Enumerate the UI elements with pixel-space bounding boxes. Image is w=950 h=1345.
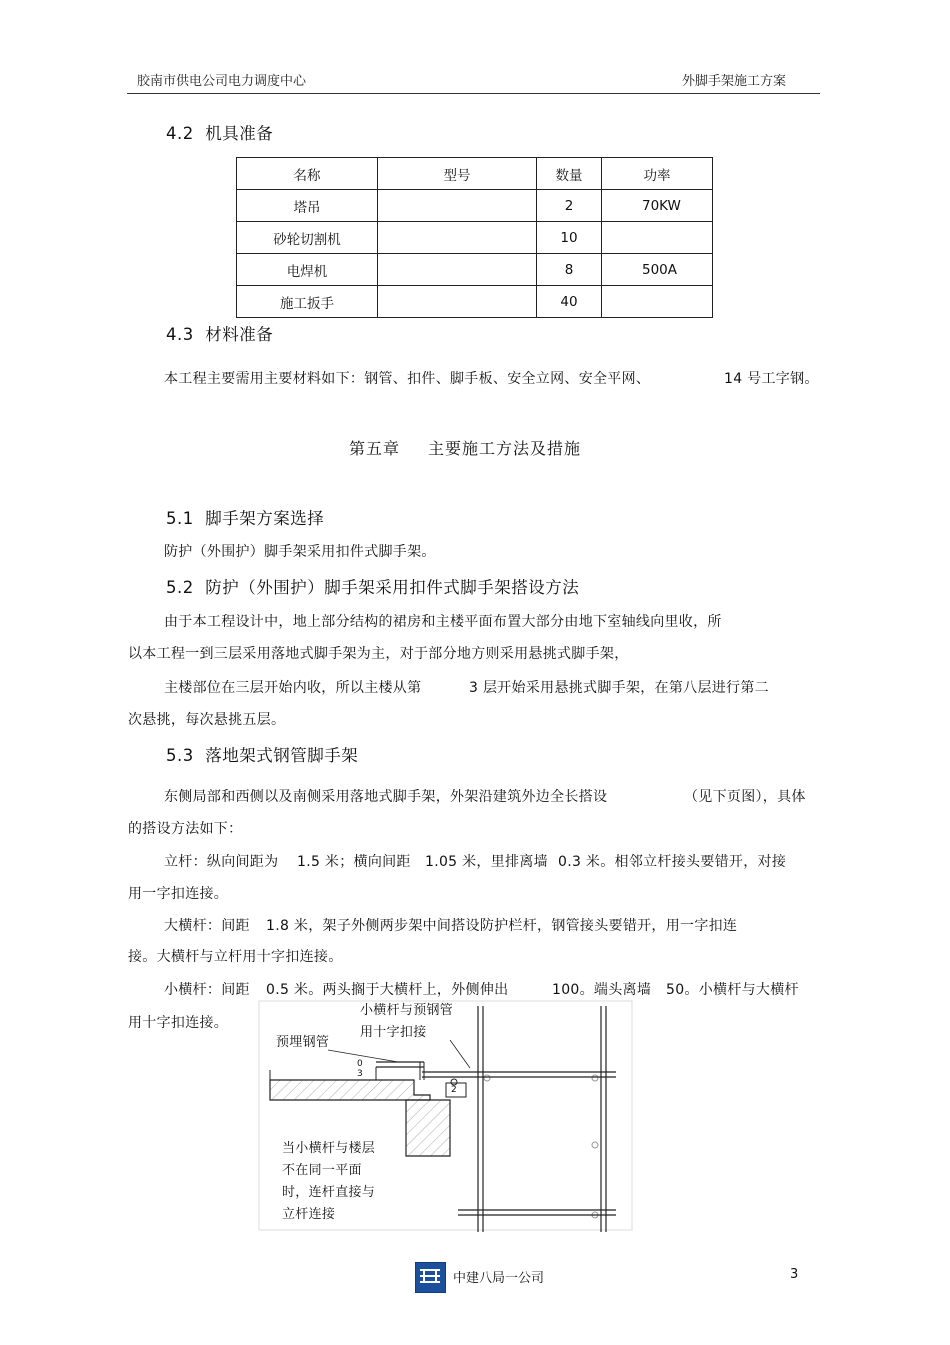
paragraph-line: 小横杆：间距 (164, 982, 250, 998)
table-header-row (237, 158, 713, 190)
section-number: 4.3 (166, 325, 194, 344)
table-cell: 砂轮切割机 (237, 222, 378, 254)
chapter-number: 第五章 (349, 439, 401, 458)
page-number: 3 (790, 1267, 799, 1282)
table-cell: 500A (602, 254, 713, 286)
section-title: 机具准备 (205, 124, 274, 143)
table-cell (378, 286, 537, 318)
label-embedded-pipe: 预埋钢管 (276, 1035, 330, 1050)
scaffold-detail-diagram (258, 1000, 634, 1232)
paragraph-line: 100。端头离墙 (552, 982, 652, 998)
table-cell (602, 222, 713, 254)
table-cell: 施工扳手 (237, 286, 378, 318)
dimension-label: 2 (451, 1085, 457, 1095)
company-logo-icon (415, 1262, 446, 1293)
table-header-cell: 数量 (537, 158, 602, 190)
table-cell (378, 222, 537, 254)
paragraph-line: 用一字扣连接。 (128, 886, 229, 902)
section-5-1-heading (166, 505, 324, 529)
table-cell: 2 (537, 190, 602, 222)
dimension-label: 3 (357, 1069, 363, 1079)
table-cell: 塔吊 (237, 190, 378, 222)
paragraph-line: 以本工程一到三层采用落地式脚手架为主，对于部分地方则采用悬挑式脚手架， (128, 646, 629, 662)
table-cell (378, 190, 537, 222)
paragraph: 防护（外围护）脚手架采用扣件式脚手架。 (164, 544, 436, 560)
paragraph-line: （见下页图），具体 (684, 789, 806, 805)
table-cell: 电焊机 (237, 254, 378, 286)
table-cell (378, 254, 537, 286)
paragraph-line: 大横杆：间距 (164, 918, 250, 934)
table-cell: 10 (537, 222, 602, 254)
paragraph-line: 用十字扣连接。 (128, 1015, 229, 1031)
floor-slab (270, 1080, 430, 1100)
section-number: 5.2 (166, 578, 194, 597)
paragraph-line: 接。大横杆与立杆用十字扣连接。 (128, 949, 343, 965)
paragraph-line: 0.3 米。相邻立杆接头要错开，对接 (558, 854, 787, 870)
section-title: 脚手架方案选择 (205, 509, 325, 528)
section-5-3-heading (166, 742, 358, 766)
chapter-title: 主要施工方法及措施 (428, 439, 582, 458)
table-header-cell: 功率 (602, 158, 713, 190)
paragraph-line: 0.5 米。两头搁于大横杆上，外侧伸出 (266, 982, 509, 998)
paragraph-line: 东侧局部和西侧以及南侧采用落地式脚手架，外架沿建筑外边全长搭设 (164, 789, 608, 805)
header-left: 胶南市供电公司电力调度中心 (137, 74, 307, 89)
table-cell (602, 286, 713, 318)
section-title: 落地架式钢管脚手架 (205, 746, 359, 765)
section-number: 5.1 (166, 509, 194, 528)
paragraph-line: 3 层开始采用悬挑式脚手架，在第八层进行第二 (469, 680, 769, 696)
footer-company: 中建八局一公司 (453, 1271, 545, 1286)
section-4-2-heading (166, 120, 273, 144)
materials-text-tail: 14 号工字钢。 (724, 371, 819, 387)
section-number: 4.2 (166, 124, 194, 143)
paragraph-line: 的搭设方法如下： (128, 821, 243, 837)
paragraph-line: 立杆：纵向间距为 (164, 854, 279, 870)
label-small-bar-clamp: 小横杆与预钢管用十字扣接 (360, 1003, 454, 1040)
dimension-label: 0 (357, 1059, 363, 1069)
table-cell: 70KW (602, 190, 713, 222)
table-header-cell: 名称 (237, 158, 378, 190)
table-header-cell: 型号 (378, 158, 537, 190)
table-row (237, 286, 713, 318)
table-row (237, 190, 713, 222)
paragraph-line: 1.8 米，架子外侧两步架中间搭设防护栏杆，钢管接头要错开，用一字扣连 (266, 918, 738, 934)
equipment-table (236, 157, 713, 318)
header-right: 外脚手架施工方案 (682, 74, 787, 89)
paragraph-line: 1.05 米，里排离墙 (425, 854, 548, 870)
paragraph-line: 主楼部位在三层开始内收，所以主楼从第 (164, 680, 422, 696)
paragraph-line: 1.5 米；横向间距 (297, 854, 411, 870)
header-rule (127, 93, 820, 94)
section-title: 防护（外围护）脚手架采用扣件式脚手架搭设方法 (205, 578, 580, 597)
label-note: 当小横杆与楼层不在同一平面时，连杆直接与立杆连接 (282, 1141, 376, 1222)
paragraph-line: 50。小横杆与大横杆 (666, 982, 799, 998)
paragraph-line: 次悬挑，每次悬挑五层。 (128, 712, 286, 728)
materials-text: 本工程主要需用主要材料如下：钢管、扣件、脚手板、安全立网、安全平网、 (164, 371, 651, 387)
section-number: 5.3 (166, 746, 194, 765)
section-5-2-heading (166, 574, 579, 598)
section-title: 材料准备 (205, 325, 274, 344)
table-row (237, 222, 713, 254)
beam (406, 1100, 450, 1156)
paragraph-line: 由于本工程设计中，地上部分结构的裙房和主楼平面布置大部分由地下室轴线向里收，所 (164, 614, 722, 630)
table-cell: 40 (537, 286, 602, 318)
table-cell: 8 (537, 254, 602, 286)
section-4-3-heading (166, 321, 273, 345)
table-row (237, 254, 713, 286)
